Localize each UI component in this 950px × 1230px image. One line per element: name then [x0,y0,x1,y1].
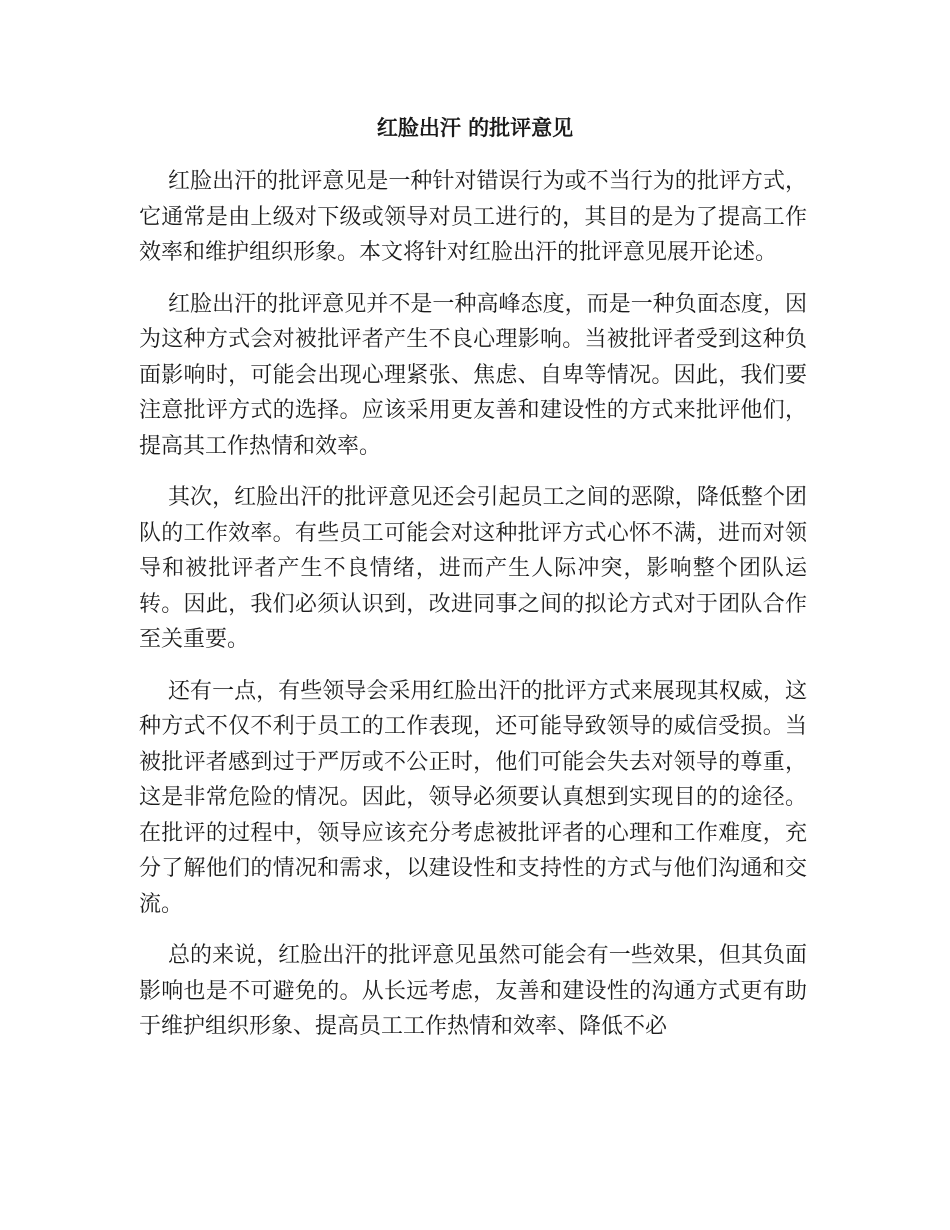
document-title: 红脸出汗 的批评意见 [376,116,574,140]
document-body [139,164,807,1061]
paragraph-1: 红脸出汗的批评意见是一种针对错误行为或不当行为的批评方式，它通常是由上级对下级或领导对员工进行的，其目的是为了提高工作效率和维护组织形象。本文将针对红脸出汗的批评意见展开论述。 [139,169,807,265]
paragraph-5: 总的来说，红脸出汗的批评意见虽然可能会有一些效果，但其负面影响也是不可避免的。从长远考虑，友善和建设性的沟通方式更有助于维护组织形象、提高员工工作热情和效率、降低不必 [139,943,807,1039]
paragraph-2: 红脸出汗的批评意见并不是一种高峰态度，而是一种负面态度，因为这种方式会对被批评者产生不良心理影响。当被批评者受到这种负面影响时，可能会出现心理紧张、焦虑、自卑等情况。因此，我们要注意批评方式的选择。应该采用更友善和建设性的方式来批评他们，提高其工作热情和效率。 [139,291,807,459]
paragraph-4: 还有一点，有些领导会采用红脸出汗的批评方式来展现其权威，这种方式不仅不利于员工的工作表现，还可能导致领导的威信受损。当被批评者感到过于严厉或不公正时，他们可能会失去对领导的尊重，这是非常危险的情况。因此，领导必须要认真想到实现目的的途径。在批评的过程中，领导应该充分考虑被批评者的心理和工作难度，充分了解他们的情况和需求，以建设性和支持性的方式与他们沟通和交流。 [139,678,807,917]
paragraph-3: 其次，红脸出汗的批评意见还会引起员工之间的恶隙，降低整个团队的工作效率。有些员工可能会对这种批评方式心怀不满，进而对领导和被批评者产生不良情绪，进而产生人际冲突，影响整个团队运转。因此，我们必须认识到，改进同事之间的拟论方式对于团队合作至关重要。 [139,485,807,652]
